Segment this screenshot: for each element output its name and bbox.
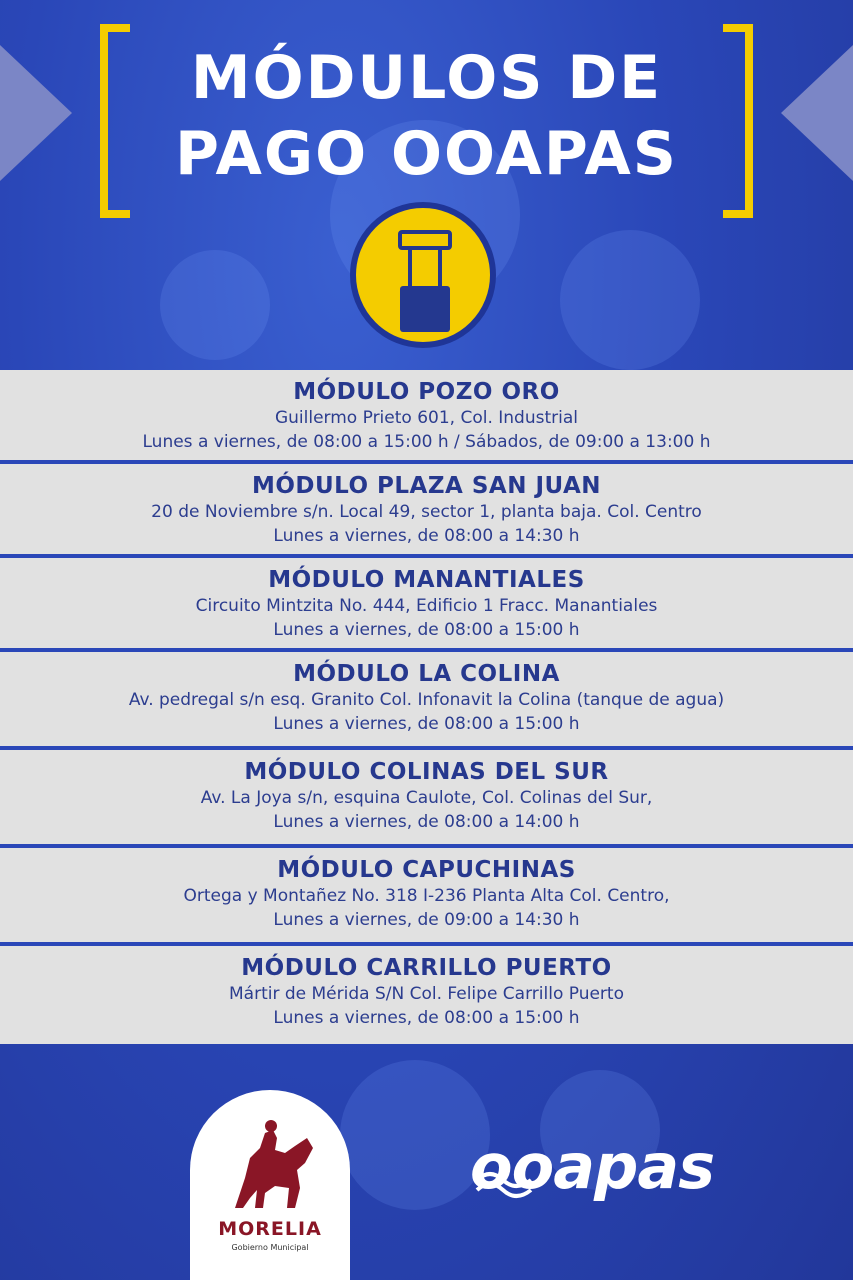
modules-list bbox=[0, 370, 853, 1044]
module-item bbox=[0, 652, 853, 750]
morelia-logo bbox=[190, 1090, 350, 1280]
title-line-1: MÓDULOS DE bbox=[190, 43, 663, 113]
module-hours: Lunes a viernes, de 08:00 a 15:00 h bbox=[273, 620, 580, 640]
module-address: Guillermo Prieto 601, Col. Industrial bbox=[274, 408, 578, 428]
module-name: MÓDULO MANANTIALES bbox=[268, 567, 585, 593]
module-name: MÓDULO PLAZA SAN JUAN bbox=[251, 473, 602, 499]
kiosk-icon bbox=[350, 202, 496, 348]
module-name: MÓDULO COLINAS DEL SUR bbox=[244, 759, 609, 785]
module-hours: Lunes a viernes, de 08:00 a 14:30 h bbox=[273, 526, 580, 546]
gobierno-municipal-text: Gobierno Municipal bbox=[231, 1243, 309, 1252]
kiosk-icon-top bbox=[398, 230, 452, 250]
module-item bbox=[0, 558, 853, 652]
module-hours: Lunes a viernes, de 08:00 a 14:00 h bbox=[273, 812, 580, 832]
module-address: 20 de Noviembre s/n. Local 49, sector 1, planta baja. Col. Centro bbox=[151, 502, 702, 522]
module-hours: Lunes a viernes, de 09:00 a 14:30 h bbox=[273, 910, 580, 930]
bokeh-circle bbox=[560, 230, 700, 370]
module-address: Circuito Mintzita No. 444, Edificio 1 Fracc. Manantiales bbox=[195, 596, 658, 616]
module-name: MÓDULO POZO ORO bbox=[293, 379, 560, 405]
module-item bbox=[0, 946, 853, 1044]
module-hours: Lunes a viernes, de 08:00 a 15:00 h / Sábados, de 09:00 a 13:00 h bbox=[142, 432, 711, 452]
module-item bbox=[0, 848, 853, 946]
module-item bbox=[0, 464, 853, 558]
morelia-wordmark: MORELIA bbox=[218, 1218, 322, 1240]
module-name: MÓDULO CAPUCHINAS bbox=[277, 857, 576, 883]
horseman-statue-icon bbox=[215, 1108, 325, 1218]
module-address: Mártir de Mérida S/N Col. Felipe Carrillo Puerto bbox=[229, 984, 624, 1004]
module-address: Av. La Joya s/n, esquina Caulote, Col. Colinas del Sur, bbox=[200, 788, 653, 808]
module-item bbox=[0, 370, 853, 464]
module-address: Av. pedregal s/n esq. Granito Col. Infonavit la Colina (tanque de agua) bbox=[128, 690, 725, 710]
module-hours: Lunes a viernes, de 08:00 a 15:00 h bbox=[273, 1008, 580, 1028]
module-hours: Lunes a viernes, de 08:00 a 15:00 h bbox=[273, 714, 580, 734]
page-title bbox=[120, 40, 733, 192]
module-address: Ortega y Montañez No. 318 I-236 Planta Alta Col. Centro, bbox=[183, 886, 670, 906]
ooapas-logo: ooapas bbox=[470, 1130, 715, 1203]
right-triangle-decoration bbox=[781, 45, 853, 181]
bokeh-circle bbox=[340, 1060, 490, 1210]
kiosk-icon-neck bbox=[408, 250, 442, 290]
kiosk-icon-base bbox=[400, 286, 450, 332]
left-triangle-decoration bbox=[0, 45, 72, 181]
module-name: MÓDULO CARRILLO PUERTO bbox=[241, 955, 612, 981]
title-line-2: PAGO OOAPAS bbox=[175, 119, 678, 189]
bokeh-circle bbox=[160, 250, 270, 360]
module-name: MÓDULO LA COLINA bbox=[293, 661, 560, 687]
module-item bbox=[0, 750, 853, 848]
